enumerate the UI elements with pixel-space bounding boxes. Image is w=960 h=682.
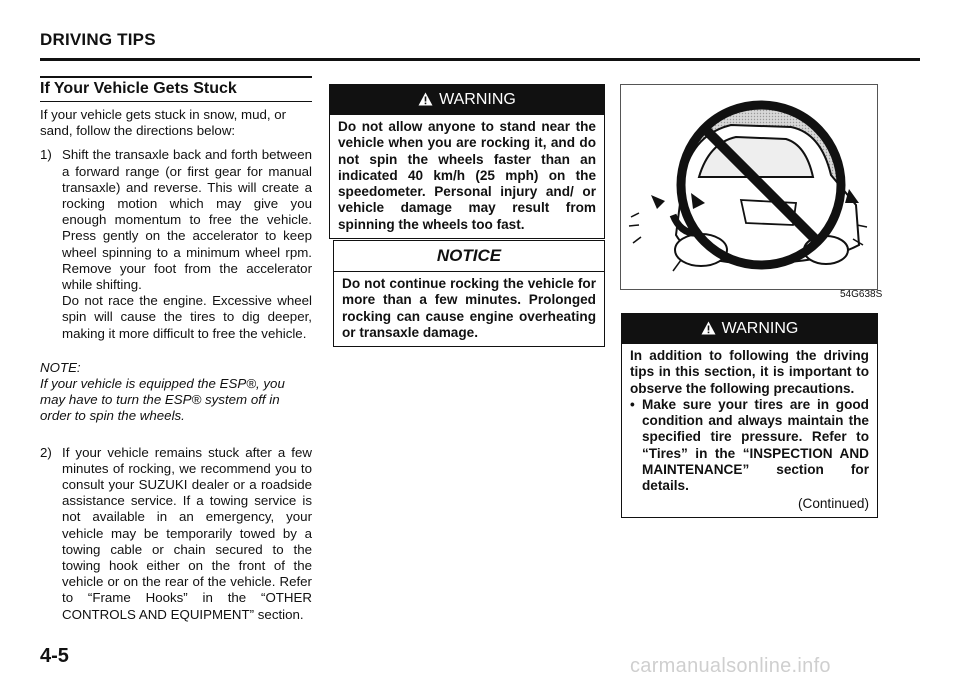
step-1-number: 1) — [40, 147, 52, 163]
figure-code: 54G638S — [840, 289, 883, 300]
notice-box-heading: NOTICE — [334, 241, 604, 272]
bullet-glyph: • — [630, 396, 635, 412]
intro-paragraph: If your vehicle gets stuck in snow, mud, or sand, follow the directions below: — [40, 107, 287, 139]
step-1-text-2: Do not race the engine. Excessive wheel spin will cause the tires to dig deeper, making it more difficult to free the vehicle. — [62, 293, 312, 341]
note-text: If your vehicle is equipped the ESP®, you may have to turn the ESP® system off in order to spin the wheels. — [40, 376, 285, 424]
notice-box — [333, 240, 605, 347]
warning-box-1 — [329, 84, 605, 239]
section-title-bottom-rule — [40, 101, 312, 102]
warning-box-1-label: WARNING — [439, 91, 516, 108]
section-title-top-rule — [40, 76, 312, 78]
warning-box-2-label: WARNING — [721, 320, 799, 337]
step-1 — [40, 147, 312, 341]
notice-box-body: Do not continue rocking the vehicle for more than a few minutes. Prolonged rocking can cause engine overheating or transaxle damage. — [342, 276, 596, 340]
page-header-title: DRIVING TIPS — [40, 30, 156, 49]
stuck-car-prohibition-illustration — [621, 85, 877, 289]
left-column — [40, 107, 312, 623]
warning-triangle-icon — [701, 321, 716, 335]
figure-frame — [620, 84, 878, 290]
step-2 — [40, 445, 312, 623]
continued-label: (Continued) — [797, 495, 869, 511]
warning-box-2-bullet-text: Make sure your tires are in good condition and always maintain the specified tire pressure. Refer to “Tires” in the “INSPECTION AND MAINTENANCE” section for details. — [642, 396, 869, 494]
warning-box-2-heading — [622, 314, 877, 344]
step-1-text: Shift the transaxle back and forth between a forward range (or first gear for manual transaxle) and reverse. This will create a rocking motion which may give you enough momentum to free the vehicle. Press gently on the accelerator to keep wheel spinning to a minimum wheel rpm. Remove your foot from the accelerator while shifting. — [62, 147, 312, 293]
warning-box-2-bullet-item — [630, 397, 869, 495]
warning-box-2-body: In addition to following the driving tips in this section, it is important to observe the following precautions. — [630, 348, 869, 396]
warning-box-1-heading — [330, 85, 604, 115]
page-number: 4-5 — [40, 645, 69, 667]
step-2-text: If your vehicle remains stuck after a few minutes of rocking, we recommend you to consult your SUZUKI dealer or a roadside assistance service. If a towing service is not available in an emergency, your vehicle may be temporarily towed by a towing cable or chain secured to the towing hook either on the front of the vehicle or on the rear of the vehicle. Refer to “Frame Hooks” in the “OTHER CONTROLS AND EQUIPMENT” section. — [62, 444, 312, 622]
step-2-number: 2) — [40, 444, 52, 460]
note-label: NOTE: — [40, 359, 81, 375]
watermark: carmanualsonline.info — [630, 655, 831, 677]
warning-triangle-icon — [418, 92, 433, 106]
warning-box-2 — [621, 313, 878, 518]
header-rule — [40, 58, 920, 61]
section-title: If Your Vehicle Gets Stuck — [40, 80, 237, 97]
warning-box-1-body: Do not allow anyone to stand near the vehicle when you are rocking it, and do not spin the wheels faster than an indicated 40 km/h (25 mph) on the speedometer. Personal injury and/ or vehicle damage may result from spinning the wheels too fast. — [338, 119, 596, 232]
